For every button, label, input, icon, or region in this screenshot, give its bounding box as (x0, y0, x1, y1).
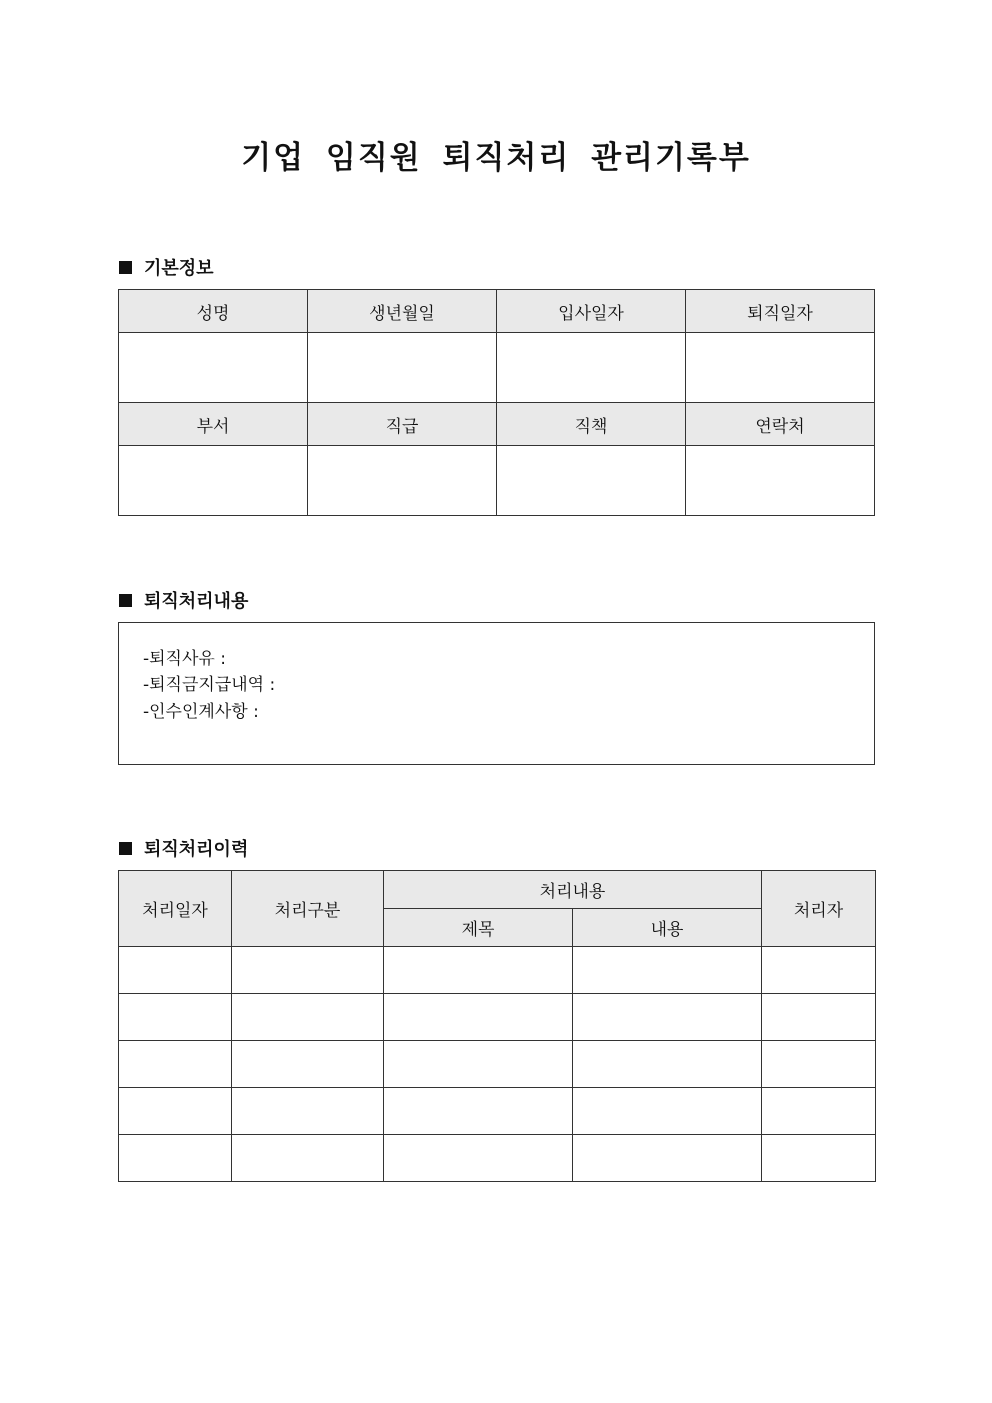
history-table-body (119, 947, 876, 1182)
handover-line: -인수인계사항 : (143, 702, 259, 722)
detail-cell[interactable] (573, 1135, 762, 1182)
process-category-cell[interactable] (232, 1135, 384, 1182)
process-content-header: 처리내용 (384, 871, 762, 909)
table-row (119, 1041, 876, 1088)
detail-cell[interactable] (573, 1041, 762, 1088)
square-bullet-icon (119, 842, 132, 855)
subject-cell[interactable] (384, 1135, 573, 1182)
process-date-cell[interactable] (119, 947, 232, 994)
handler-cell[interactable] (762, 994, 876, 1041)
rank-cell[interactable] (308, 446, 497, 516)
retirement-content-box[interactable] (118, 622, 875, 765)
name-header: 성명 (119, 290, 308, 333)
process-date-cell[interactable] (119, 994, 232, 1041)
history-heading (119, 835, 248, 861)
retirement-date-cell[interactable] (686, 333, 875, 403)
square-bullet-icon (119, 594, 132, 607)
position-header: 직책 (497, 403, 686, 446)
handler-cell[interactable] (762, 1088, 876, 1135)
detail-header: 내용 (573, 909, 762, 947)
basic-info-value-row (119, 333, 875, 403)
history-table (118, 870, 876, 1182)
hire-date-header: 입사일자 (497, 290, 686, 333)
process-category-cell[interactable] (232, 947, 384, 994)
basic-info-header-row (119, 403, 875, 446)
table-row (119, 947, 876, 994)
birthdate-cell[interactable] (308, 333, 497, 403)
subject-cell[interactable] (384, 947, 573, 994)
basic-info-heading-label: 기본정보 (144, 258, 214, 279)
basic-info-value-row (119, 446, 875, 516)
handler-header: 처리자 (762, 871, 876, 947)
name-cell[interactable] (119, 333, 308, 403)
history-heading-label: 퇴직처리이력 (144, 839, 249, 860)
contact-cell[interactable] (686, 446, 875, 516)
contact-header: 연락처 (686, 403, 875, 446)
process-category-cell[interactable] (232, 1088, 384, 1135)
table-row (119, 1135, 876, 1182)
history-header-row (119, 871, 876, 909)
subject-cell[interactable] (384, 994, 573, 1041)
detail-cell[interactable] (573, 947, 762, 994)
subject-header: 제목 (384, 909, 573, 947)
hire-date-cell[interactable] (497, 333, 686, 403)
process-category-cell[interactable] (232, 1041, 384, 1088)
department-header: 부서 (119, 403, 308, 446)
content-heading-label: 퇴직처리내용 (144, 591, 249, 612)
department-cell[interactable] (119, 446, 308, 516)
subject-cell[interactable] (384, 1041, 573, 1088)
severance-pay-line: -퇴직금지급내역 : (143, 675, 276, 695)
retirement-reason-line: -퇴직사유 : (143, 649, 226, 669)
position-cell[interactable] (497, 446, 686, 516)
birthdate-header: 생년월일 (308, 290, 497, 333)
process-date-cell[interactable] (119, 1088, 232, 1135)
table-row (119, 994, 876, 1041)
square-bullet-icon (119, 261, 132, 274)
process-date-header: 처리일자 (119, 871, 232, 947)
document-title: 기업 임직원 퇴직처리 관리기록부 (241, 140, 751, 176)
process-date-cell[interactable] (119, 1135, 232, 1182)
content-heading (119, 587, 248, 613)
table-row (119, 1088, 876, 1135)
subject-cell[interactable] (384, 1088, 573, 1135)
retirement-date-header: 퇴직일자 (686, 290, 875, 333)
basic-info-header-row (119, 290, 875, 333)
detail-cell[interactable] (573, 994, 762, 1041)
handler-cell[interactable] (762, 947, 876, 994)
basic-info-table (118, 289, 875, 516)
detail-cell[interactable] (573, 1088, 762, 1135)
process-category-header: 처리구분 (232, 871, 384, 947)
rank-header: 직급 (308, 403, 497, 446)
handler-cell[interactable] (762, 1135, 876, 1182)
basic-info-heading (119, 254, 214, 280)
process-date-cell[interactable] (119, 1041, 232, 1088)
process-category-cell[interactable] (232, 994, 384, 1041)
handler-cell[interactable] (762, 1041, 876, 1088)
